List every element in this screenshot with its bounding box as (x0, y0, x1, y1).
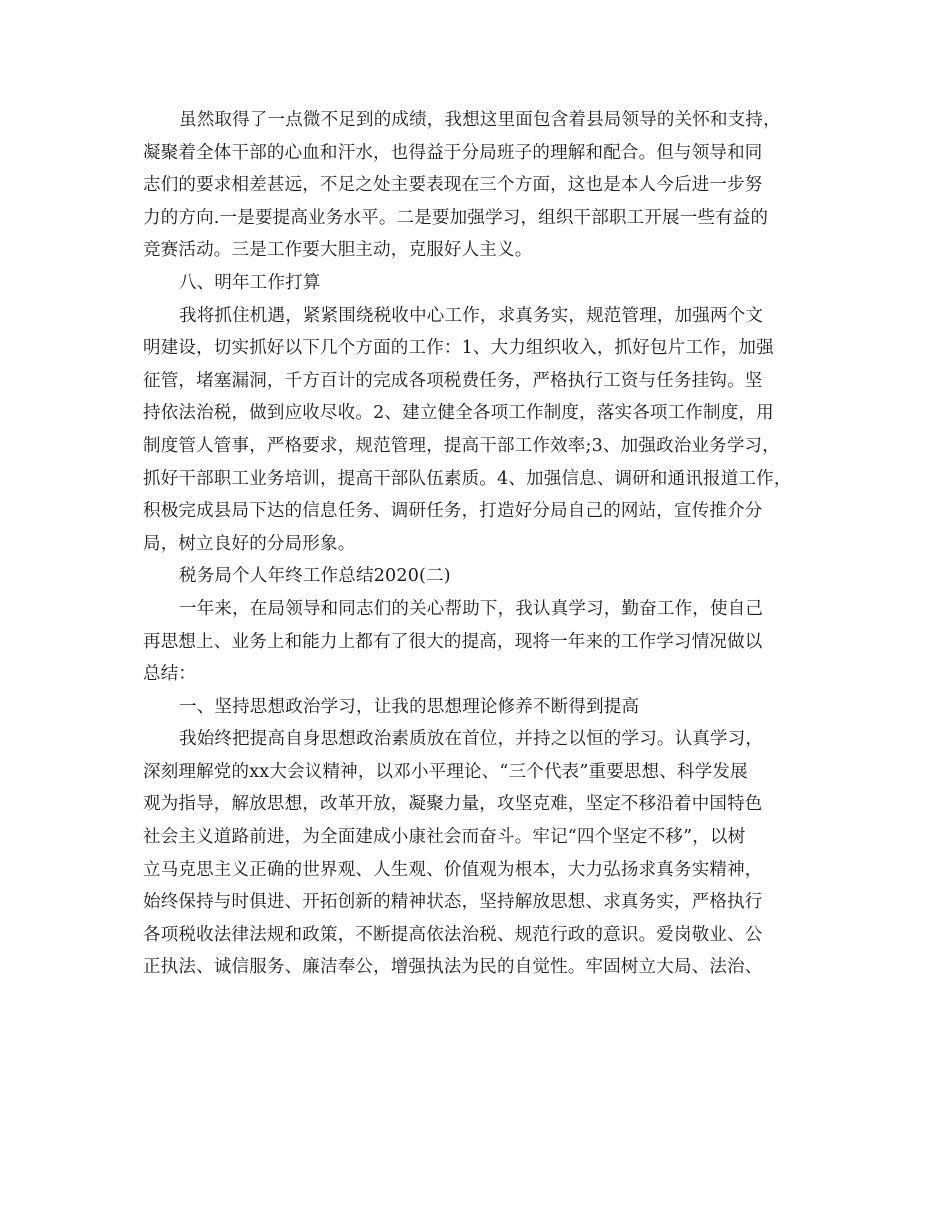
text-line: 明建设，切实抓好以下几个方面的工作：1、大力组织收入，抓好包片工作，加强 (143, 338, 774, 359)
text-line: 凝聚着全体干部的心血和汗水，也得益于分局班子的理解和配合。但与领导和同 (143, 142, 763, 163)
text-line: 正执法、诚信服务、廉洁奉公，增强执法为民的自觉性。牢固树立大局、法治、 (143, 957, 763, 978)
text-line: 一、坚持思想政治学习，让我的思想理论修养不断得到提高 (179, 696, 640, 717)
text-line: 始终保持与时俱进、开拓创新的精神状态，坚持解放思想、求真务实，严格执行 (143, 892, 763, 913)
text-line: 征管，堵塞漏洞，千方百计的完成各项税费任务，严格执行工资与任务挂钩。坚 (143, 370, 763, 391)
text-line: 制度管人管事，严格要求，规范管理，提高干部工作效率;3、加强政治业务学习， (143, 435, 780, 456)
text-line: 局，树立良好的分局形象。 (143, 533, 356, 554)
text-line: 深刻理解党的xx大会议精神，以邓小平理论、“三个代表”重要思想、科学发展 (143, 761, 748, 782)
text-line: 各项税收法律法规和政策，不断提高依法治税、规范行政的意识。爱岗敬业、公 (143, 924, 763, 945)
text-line: 我始终把提高自身思想政治素质放在首位，并持之以恒的学习。认真学习， (179, 729, 764, 750)
text-line: 税务局个人年终工作总结2020(二) (179, 566, 451, 587)
text-line: 一年来，在局领导和同志们的关心帮助下，我认真学习，勤奋工作，使自己 (179, 598, 764, 619)
text-line: 观为指导，解放思想，改革开放，凝聚力量，攻坚克难，坚定不移沿着中国特色 (143, 794, 763, 815)
document-body (143, 104, 823, 984)
text-line: 再思想上、业务上和能力上都有了很大的提高，现将一年来的工作学习情况做以 (143, 631, 763, 652)
text-line: 持依法治税，做到应收尽收。2、建立健全各项工作制度，落实各项工作制度，用 (143, 403, 774, 424)
text-line: 社会主义道路前进，为全面建成小康社会而奋斗。牢记“四个坚定不移”，以树 (143, 827, 746, 848)
text-line: 志们的要求相差甚远，不足之处主要表现在三个方面，这也是本人今后进一步努 (143, 175, 763, 196)
text-line: 我将抓住机遇，紧紧围绕税收中心工作，求真务实，规范管理，加强两个文 (179, 305, 764, 326)
text-line: 八、明年工作打算 (179, 272, 321, 293)
text-line: 立马克思主义正确的世界观、人生观、价值观为根本，大力弘扬求真务实精神， (143, 859, 763, 880)
text-line: 力的方向.一是要提高业务水平。二是要加强学习，组织干部职工开展一些有益的 (143, 207, 769, 228)
text-line: 积极完成县局下达的信息任务、调研任务，打造好分局自己的网站，宣传推介分 (143, 501, 763, 522)
text-line: 总结： (143, 664, 197, 685)
text-line: 竞赛活动。三是工作要大胆主动，克服好人主义。 (143, 240, 533, 261)
text-line: 抓好干部职工业务培训，提高干部队伍素质。4、加强信息、调研和通讯报道工作， (143, 468, 792, 489)
text-line: 虽然取得了一点微不足到的成绩，我想这里面包含着县局领导的关怀和支持， (179, 110, 781, 130)
